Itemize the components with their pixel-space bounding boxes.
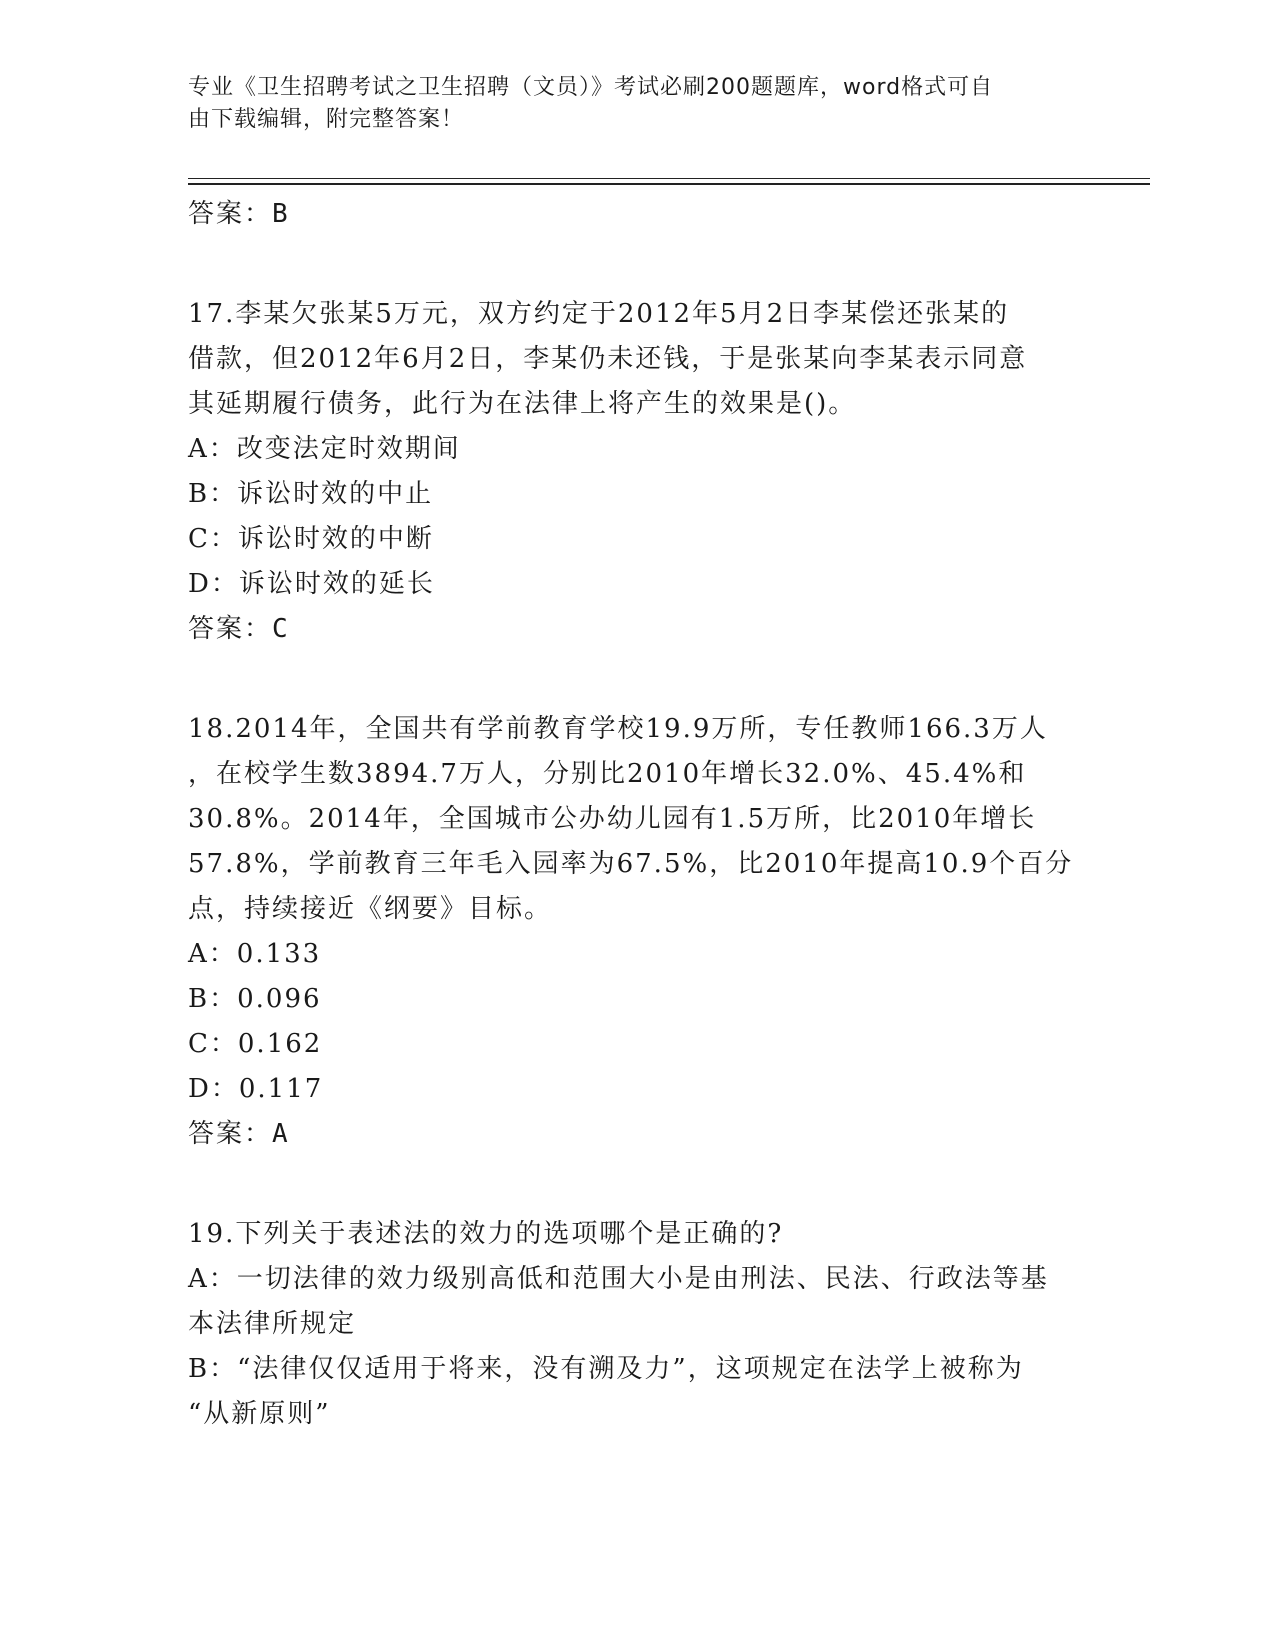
answer-label: 答案： [188, 614, 273, 644]
question-19 [188, 1212, 1088, 1437]
header-divider-thick [188, 183, 1150, 185]
question-17 [188, 292, 1088, 651]
answer-label: 答案： [188, 199, 273, 229]
question-text-line: 点，持续接近《纲要》目标。 [188, 894, 553, 924]
question-text-line: 57.8%，学前教育三年毛入园率为67.5%，比2010年提高10.9个百分 [188, 849, 1074, 879]
question-text-line: 30.8%。2014年，全国城市公办幼儿园有1.5万所，比2010年增长 [188, 804, 1037, 834]
option-a: A：一切法律的效力级别高低和范围大小是由刑法、民法、行政法等基 [188, 1264, 1049, 1294]
question-text-line: 19.下列关于表述法的效力的选项哪个是正确的? [188, 1219, 784, 1249]
answer-line [188, 1112, 1088, 1156]
spacer [188, 236, 1088, 292]
answer-value: B [272, 199, 290, 229]
answer-label: 答案： [188, 1119, 273, 1149]
option-a-continued: 本法律所规定 [188, 1309, 357, 1339]
answer-value: A [272, 1119, 290, 1149]
question-text-line: ，在校学生数3894.7万人，分别比2010年增长32.0%、45.4%和 [188, 759, 1027, 789]
question-text-line: 17.李某欠张某5万元，双方约定于2012年5月2日李某偿还张某的 [188, 299, 1010, 329]
option-b: B：“法律仅仅适用于将来，没有溯及力”，这项规定在法学上被称为 [188, 1354, 1024, 1384]
option-d: D：0.117 [188, 1074, 324, 1104]
document-header [188, 72, 1068, 136]
header-divider-thin [188, 178, 1150, 179]
answer-value: C [272, 614, 290, 644]
option-d: D：诉讼时效的延长 [188, 569, 435, 599]
question-text-line: 其延期履行债务，此行为在法律上将产生的效果是()。 [188, 389, 857, 419]
option-b-continued: “从新原则” [188, 1399, 331, 1429]
question-text-line: 18.2014年，全国共有学前教育学校19.9万所，专任教师166.3万人 [188, 714, 1048, 744]
question-content [188, 192, 1088, 1437]
option-b: B：诉讼时效的中止 [188, 479, 434, 509]
header-line-1: 专业《卫生招聘考试之卫生招聘（文员）》考试必刷200题题库，word格式可自 [188, 75, 994, 100]
question-18 [188, 707, 1088, 1156]
spacer [188, 1156, 1088, 1212]
option-c: C：0.162 [188, 1029, 323, 1059]
header-line-2: 由下载编辑，附完整答案！ [188, 107, 465, 132]
option-a: A：改变法定时效期间 [188, 434, 461, 464]
option-b: B：0.096 [188, 984, 322, 1014]
answer-line [188, 607, 1088, 651]
question-text-line: 借款，但2012年6月2日，李某仍未还钱，于是张某向李某表示同意 [188, 344, 1028, 374]
option-c: C：诉讼时效的中断 [188, 524, 434, 554]
answer-line [188, 192, 1088, 236]
spacer [188, 651, 1088, 707]
option-a: A：0.133 [188, 939, 322, 969]
